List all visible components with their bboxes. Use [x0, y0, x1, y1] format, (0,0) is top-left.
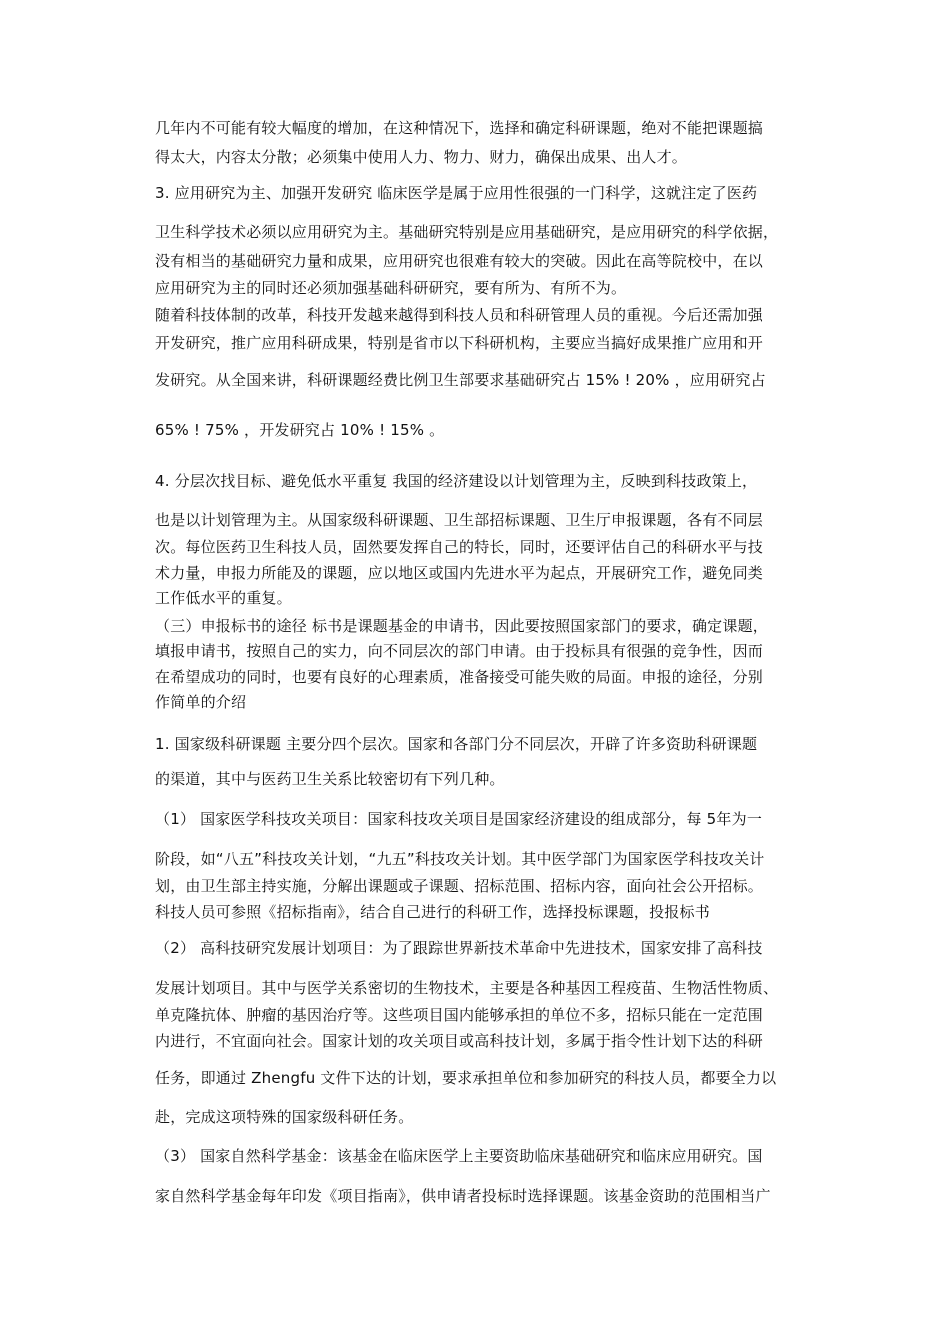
text-line: 65% ! 75% ，开发研究占 10% ! 15% 。	[155, 421, 445, 439]
item-heading-2: （2） 高科技研究发展计划项目：为了跟踪世界新技术革命中先进技术，国家安排了高科技	[155, 939, 763, 957]
paragraph-heading-3: 3. 应用研究为主、加强开发研究 临床医学是属于应用性很强的一门科学，这就注定了医药	[155, 184, 758, 202]
paragraph-heading-4: 4. 分层次找目标、避免低水平重复 我国的经济建设以计划管理为主，反映到科技政策上，	[155, 472, 758, 490]
text-line: 阶段，如“八五”科技攻关计划，“九五”科技攻关计划。其中医学部门为国家医学科技攻关计	[155, 850, 765, 868]
text-line: 应用研究为主的同时还必须加强基础科研研究，要有所为、有所不为。	[155, 279, 627, 297]
text-line: 发展计划项目。其中与医学关系密切的生物技术，主要是各种基因工程疫苗、生物活性物质、	[155, 979, 779, 997]
text-line: 次。每位医药卫生科技人员，固然要发挥自己的特长，同时，还要评估自己的科研水平与技	[155, 538, 764, 556]
text-line: 科技人员可参照《招标指南》，结合自己进行的科研工作，选择投标课题，投报标书	[155, 903, 710, 921]
text-line: 几年内不可能有较大幅度的增加，在这种情况下，选择和确定科研课题，绝对不能把课题搞	[155, 119, 764, 137]
text-line: 随着科技体制的改革，科技开发越来越得到科技人员和科研管理人员的重视。今后还需加强	[155, 306, 764, 324]
text-line: 术力量，申报力所能及的课题，应以地区或国内先进水平为起点，开展研究工作，避免同类	[155, 564, 764, 582]
text-line: 赴，完成这项特殊的国家级科研任务。	[155, 1108, 414, 1126]
text-line: 发研究。从全国来讲，科研课题经费比例卫生部要求基础研究占 15% ! 20% ，应用研究占	[155, 371, 766, 389]
text-line: 单克隆抗体、肿瘤的基因治疗等。这些项目国内能够承担的单位不多，招标只能在一定范围	[155, 1006, 764, 1024]
text-line: 划，由卫生部主持实施，分解出课题或子课题、招标范围、招标内容，面向社会公开招标。	[155, 877, 764, 895]
text-line: 工作低水平的重复。	[155, 589, 292, 607]
section-heading-3: （三）申报标书的途径 标书是课题基金的申请书，因此要按照国家部门的要求，确定课题，	[155, 617, 768, 635]
text-line: 任务，即通过 Zhengfu 文件下达的计划，要求承担单位和参加研究的科技人员，都要全力以	[155, 1069, 777, 1087]
item-heading-3: （3） 国家自然科学基金：该基金在临床医学上主要资助临床基础研究和临床应用研究。国	[155, 1147, 763, 1165]
text-line: 家自然科学基金每年印发《项目指南》，供申请者投标时选择课题。该基金资助的范围相当广	[155, 1187, 771, 1205]
text-line: 内进行，不宜面向社会。国家计划的攻关项目或高科技计划，多属于指令性计划下达的科研	[155, 1032, 764, 1050]
text-line: 填报申请书，按照自己的实力，向不同层次的部门申请。由于投标具有很强的竞争性，因而	[155, 642, 764, 660]
text-line: 得太大，内容太分散；必须集中使用人力、物力、财力，确保出成果、出人才。	[155, 148, 688, 166]
text-line: 也是以计划管理为主。从国家级科研课题、卫生部招标课题、卫生厅申报课题，各有不同层	[155, 511, 764, 529]
text-line: 开发研究，推广应用科研成果，特别是省市以下科研机构，主要应当搞好成果推广应用和开	[155, 334, 764, 352]
item-heading-1: （1） 国家医学科技攻关项目：国家科技攻关项目是国家经济建设的组成部分，每 5年为一	[155, 810, 763, 828]
text-line: 在希望成功的同时，也要有良好的心理素质，准备接受可能失败的局面。申报的途径，分别	[155, 668, 764, 686]
text-line: 作简单的介绍	[155, 693, 247, 711]
text-line: 没有相当的基础研究力量和成果，应用研究也很难有较大的突破。因此在高等院校中，在以	[155, 252, 764, 270]
text-line: 卫生科学技术必须以应用研究为主。基础研究特别是应用基础研究，是应用研究的科学依据，	[155, 223, 779, 241]
paragraph-heading-1: 1. 国家级科研课题 主要分四个层次。国家和各部门分不同层次，开辟了许多资助科研课题	[155, 735, 758, 753]
text-line: 的渠道，其中与医药卫生关系比较密切有下列几种。	[155, 770, 505, 788]
